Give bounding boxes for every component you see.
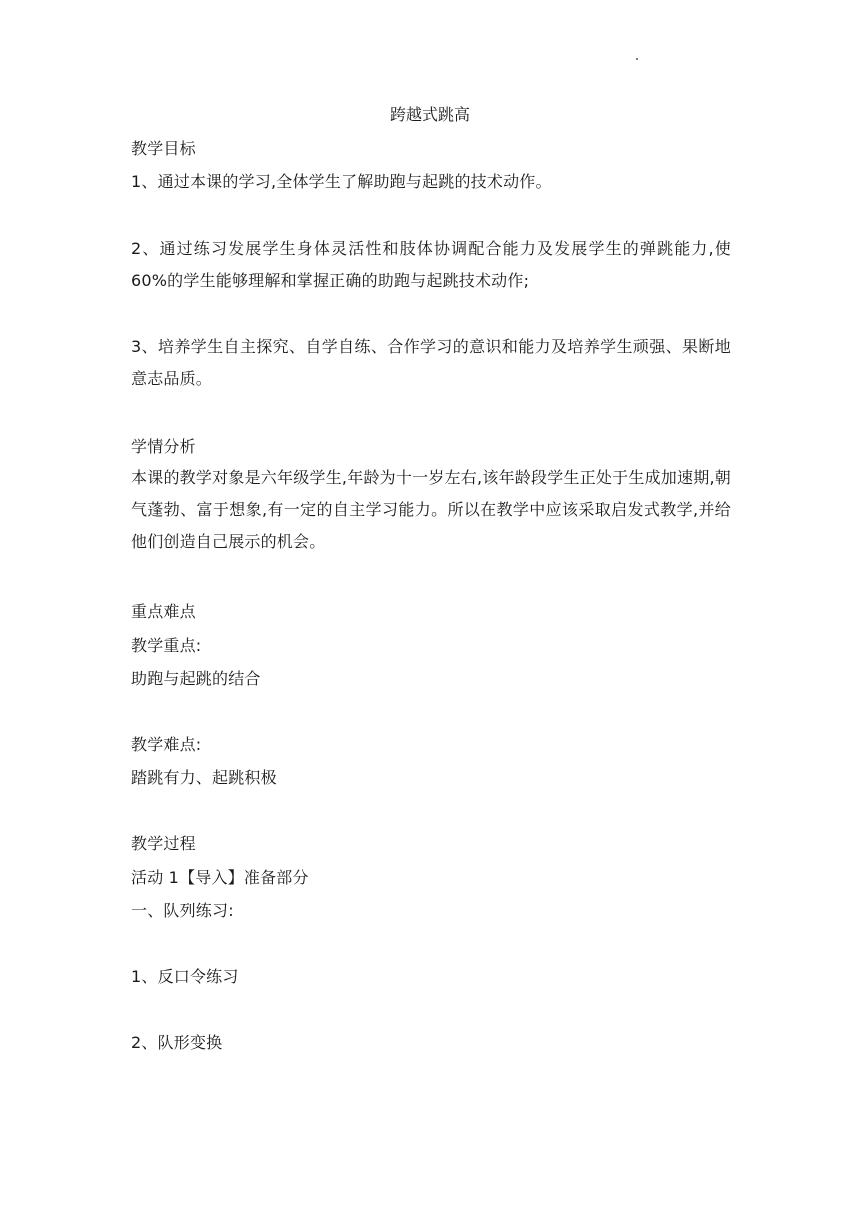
page-mark <box>636 58 638 60</box>
document-title: 跨越式跳高 <box>389 105 470 124</box>
difficulty-text: 踏跳有力、起跳积极 <box>131 768 277 787</box>
activity-title: 活动 1【导入】准备部分 <box>131 868 309 887</box>
focus-label: 教学重点: <box>131 636 202 655</box>
process-step-1: 1、反口令练习 <box>131 967 239 986</box>
objective-item-2: 2、通过练习发展学生身体灵活性和肢体协调配合能力及发展学生的弹跳能力,使60%的学生能够理解和掌握正确的助跑与起跳技术动作; <box>131 239 731 290</box>
objectives-heading: 教学目标 <box>131 139 196 158</box>
objective-item-3: 3、培养学生自主探究、自学自练、合作学习的意识和能力及培养学生顽强、果断地意志品质。 <box>131 337 731 388</box>
analysis-text: 本课的教学对象是六年级学生,年龄为十一岁左右,该年龄段学生正处于生成加速期,朝气蓬勃、富于想象,有一定的自主学习能力。所以在教学中应该采取启发式教学,并给他们创造自己展示的机会。 <box>131 468 731 551</box>
focus-text: 助跑与起跳的结合 <box>131 669 261 688</box>
key-points-heading: 重点难点 <box>131 602 196 621</box>
process-step-2: 2、队形变换 <box>131 1033 223 1052</box>
process-heading: 教学过程 <box>131 834 196 853</box>
section-title: 一、队列练习: <box>131 901 234 920</box>
analysis-heading: 学情分析 <box>131 437 196 456</box>
objective-item-1: 1、通过本课的学习,全体学生了解助跑与起跳的技术动作。 <box>131 172 552 191</box>
difficulty-label: 教学难点: <box>131 735 202 754</box>
